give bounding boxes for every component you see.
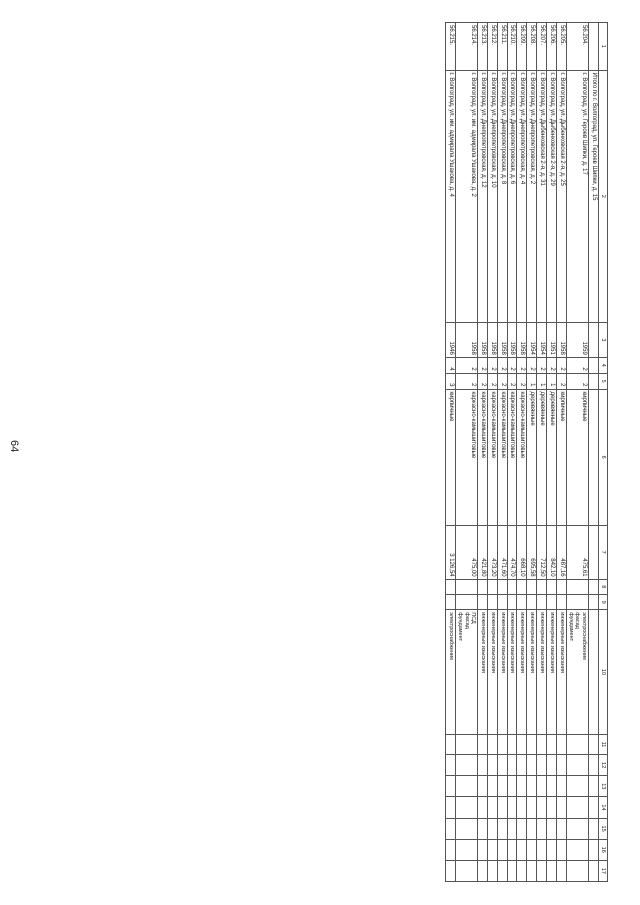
row-empty-cell xyxy=(566,579,588,594)
row-material: деревянные xyxy=(527,389,537,525)
row-empty-cell xyxy=(547,818,557,839)
row-empty-cell xyxy=(446,594,456,609)
row-area: 842,10 xyxy=(547,525,557,579)
row-empty-cell xyxy=(487,594,497,609)
row-empty-cell xyxy=(455,755,477,776)
row-works xyxy=(517,610,527,735)
row-empty-cell xyxy=(547,755,557,776)
row-code xyxy=(588,23,598,71)
row-empty-cell xyxy=(507,860,517,881)
row-address: г. Волгоград, ул. Днепропетровская, д. 10 xyxy=(487,70,497,322)
row-empty-cell xyxy=(556,755,566,776)
row-empty-cell xyxy=(588,755,598,776)
row-empty-cell xyxy=(527,797,537,818)
row-address: г. Волгоград, ул. Днепропетровская, д. 8 xyxy=(497,70,507,322)
row-entrances: 2 xyxy=(517,373,527,389)
row-year: 1958 xyxy=(455,322,477,357)
row-entrances: 2 xyxy=(497,373,507,389)
row-works xyxy=(537,610,547,735)
row-empty-cell xyxy=(517,734,527,754)
row-year: 1946 xyxy=(446,322,456,357)
row-code: 56.209. xyxy=(517,23,527,71)
row-empty-cell xyxy=(497,797,507,818)
row-works xyxy=(566,610,588,735)
row-area: 475,61 xyxy=(566,525,588,579)
column-number-8: 8 xyxy=(598,579,607,594)
table-row xyxy=(556,23,566,882)
row-empty-cell xyxy=(507,818,517,839)
table-row xyxy=(517,23,527,882)
repair-table xyxy=(445,22,608,882)
row-empty-cell xyxy=(547,579,557,594)
row-floors: 4 xyxy=(446,357,456,373)
row-floors: 2 xyxy=(527,357,537,373)
row-entrances: 1 xyxy=(527,373,537,389)
row-address: г. Волгоград, ул. Днепропетровская, д. 12 xyxy=(477,70,487,322)
row-code: 56.208. xyxy=(527,23,537,71)
row-code: 56.215. xyxy=(446,23,456,71)
row-empty-cell xyxy=(537,594,547,609)
table-body xyxy=(446,23,599,882)
row-empty-cell xyxy=(588,839,598,860)
row-material xyxy=(588,389,598,525)
row-empty-cell xyxy=(477,839,487,860)
column-number-13: 13 xyxy=(598,776,607,797)
row-empty-cell xyxy=(556,860,566,881)
row-entrances: 2 xyxy=(556,373,566,389)
row-empty-cell xyxy=(497,776,507,797)
row-empty-cell xyxy=(588,818,598,839)
table-row xyxy=(507,23,517,882)
column-number-16: 16 xyxy=(598,839,607,860)
row-code: 56.210. xyxy=(507,23,517,71)
table-row xyxy=(527,23,537,882)
row-empty-cell xyxy=(566,734,588,754)
row-works xyxy=(477,610,487,735)
row-empty-cell xyxy=(455,579,477,594)
row-empty-cell xyxy=(446,818,456,839)
work-item: инженерные изыскания xyxy=(479,612,486,673)
row-empty-cell xyxy=(517,755,527,776)
row-area xyxy=(588,525,598,579)
row-material: каркасно-камышитовые xyxy=(517,389,527,525)
work-item: ПСД xyxy=(469,612,476,624)
row-material: каркасно-камышитовые xyxy=(497,389,507,525)
row-works xyxy=(547,610,557,735)
column-number-2: 2 xyxy=(598,70,607,322)
row-empty-cell xyxy=(487,734,497,754)
row-empty-cell xyxy=(477,594,487,609)
row-empty-cell xyxy=(455,594,477,609)
row-address: г. Волгоград, ул. им. адмирала Ушакова, д. 4 xyxy=(446,70,456,322)
row-empty-cell xyxy=(527,734,537,754)
row-works xyxy=(507,610,517,735)
row-address: г. Волгоград, ул. им. адмирала Ушакова, д. 2 xyxy=(455,70,477,322)
column-number-5: 5 xyxy=(598,373,607,389)
row-works xyxy=(446,610,456,735)
page-number: 64 xyxy=(8,440,20,453)
row-empty-cell xyxy=(446,776,456,797)
row-empty-cell xyxy=(537,818,547,839)
row-material: каркасно-камышитовые xyxy=(487,389,497,525)
row-empty-cell xyxy=(556,839,566,860)
row-year: 1954 xyxy=(537,322,547,357)
row-code: 56.206. xyxy=(547,23,557,71)
row-empty-cell xyxy=(588,734,598,754)
row-empty-cell xyxy=(566,818,588,839)
row-area: 712,50 xyxy=(537,525,547,579)
row-address: г. Волгоград, ул. Днепропетровская, д. 2 xyxy=(527,70,537,322)
row-empty-cell xyxy=(537,579,547,594)
row-empty-cell xyxy=(527,818,537,839)
row-entrances: 2 xyxy=(507,373,517,389)
row-year: 1951 xyxy=(547,322,557,357)
row-floors: 2 xyxy=(507,357,517,373)
row-works xyxy=(487,610,497,735)
row-address: Итого по г. Волгоград, ул. Героев Шипки, д. 15 xyxy=(588,70,598,322)
work-item: фасад xyxy=(574,612,581,629)
work-item: инженерные изыскания xyxy=(548,612,555,673)
row-area: 487,16 xyxy=(556,525,566,579)
row-code: 56.212. xyxy=(487,23,497,71)
work-item: инженерные изыскания xyxy=(539,612,546,673)
row-floors: 2 xyxy=(455,357,477,373)
row-address: г. Волгоград, ул. Дыбенковская 2-я, д. 29 xyxy=(547,70,557,322)
work-item: электроснабжение xyxy=(447,612,454,661)
row-material: кирпичные xyxy=(566,389,588,525)
row-floors: 2 xyxy=(477,357,487,373)
row-empty-cell xyxy=(497,818,507,839)
row-empty-cell xyxy=(497,734,507,754)
row-empty-cell xyxy=(455,797,477,818)
row-address: г. Волгоград, ул. Героев Шипки, д. 17 xyxy=(566,70,588,322)
row-material: каркасно-камышитовые xyxy=(507,389,517,525)
row-empty-cell xyxy=(487,776,497,797)
row-empty-cell xyxy=(537,734,547,754)
row-empty-cell xyxy=(455,860,477,881)
row-area: 473,20 xyxy=(487,525,497,579)
row-empty-cell xyxy=(455,776,477,797)
row-entrances: 2 xyxy=(455,373,477,389)
row-empty-cell xyxy=(566,776,588,797)
table-row xyxy=(497,23,507,882)
row-empty-cell xyxy=(455,734,477,754)
row-empty-cell xyxy=(517,776,527,797)
work-item: инженерные изыскания xyxy=(499,612,506,673)
row-empty-cell xyxy=(588,594,598,609)
row-empty-cell xyxy=(517,797,527,818)
row-works xyxy=(455,610,477,735)
row-floors: 2 xyxy=(566,357,588,373)
row-empty-cell xyxy=(497,839,507,860)
row-entrances: 1 xyxy=(547,373,557,389)
row-empty-cell xyxy=(588,797,598,818)
work-item: электроснабжение xyxy=(580,612,587,661)
row-empty-cell xyxy=(537,755,547,776)
row-entrances: 2 xyxy=(566,373,588,389)
row-empty-cell xyxy=(487,797,497,818)
column-number-15: 15 xyxy=(598,818,607,839)
row-empty-cell xyxy=(517,818,527,839)
row-empty-cell xyxy=(446,797,456,818)
row-empty-cell xyxy=(537,797,547,818)
column-number-1: 1 xyxy=(598,23,607,71)
column-number-row xyxy=(598,23,607,882)
row-floors: 2 xyxy=(547,357,557,373)
table-row xyxy=(455,23,477,882)
row-material: кирпичные xyxy=(556,389,566,525)
work-item: инженерные изыскания xyxy=(558,612,565,673)
row-code: 56.204. xyxy=(566,23,588,71)
row-empty-cell xyxy=(547,839,557,860)
row-address: г. Волгоград, ул. Дыбенковская 2-я, д. 31 xyxy=(537,70,547,322)
row-empty-cell xyxy=(527,860,537,881)
row-empty-cell xyxy=(547,797,557,818)
row-empty-cell xyxy=(527,839,537,860)
row-address: г. Волгоград, ул. Днепропетровская, д. 4 xyxy=(517,70,527,322)
column-number-11: 11 xyxy=(598,734,607,754)
row-empty-cell xyxy=(527,776,537,797)
table-row xyxy=(588,23,598,882)
column-number-12: 12 xyxy=(598,755,607,776)
rotated-table-container xyxy=(38,22,608,882)
row-area: 475,00 xyxy=(455,525,477,579)
work-item: инженерные изыскания xyxy=(529,612,536,673)
row-empty-cell xyxy=(455,839,477,860)
row-empty-cell xyxy=(497,860,507,881)
row-empty-cell xyxy=(487,579,497,594)
row-empty-cell xyxy=(537,839,547,860)
row-works xyxy=(527,610,537,735)
row-empty-cell xyxy=(566,839,588,860)
row-entrances: 2 xyxy=(487,373,497,389)
row-empty-cell xyxy=(477,776,487,797)
row-empty-cell xyxy=(588,776,598,797)
row-empty-cell xyxy=(566,594,588,609)
table-row xyxy=(446,23,456,882)
row-empty-cell xyxy=(477,755,487,776)
row-floors: 2 xyxy=(537,357,547,373)
work-item: инженерные изыскания xyxy=(489,612,496,673)
row-floors: 2 xyxy=(487,357,497,373)
row-empty-cell xyxy=(588,860,598,881)
row-area: 421,80 xyxy=(477,525,487,579)
row-floors: 2 xyxy=(497,357,507,373)
row-address: г. Волгоград, ул. Днепропетровская, д. 6 xyxy=(507,70,517,322)
row-area: 474,70 xyxy=(507,525,517,579)
row-empty-cell xyxy=(517,860,527,881)
row-empty-cell xyxy=(517,839,527,860)
row-empty-cell xyxy=(517,579,527,594)
row-year: 1958 xyxy=(487,322,497,357)
work-item: инженерные изыскания xyxy=(519,612,526,673)
row-works xyxy=(497,610,507,735)
row-code: 56.213. xyxy=(477,23,487,71)
row-empty-cell xyxy=(588,579,598,594)
row-empty-cell xyxy=(497,755,507,776)
row-year: 1958 xyxy=(507,322,517,357)
row-empty-cell xyxy=(507,579,517,594)
row-empty-cell xyxy=(446,755,456,776)
row-empty-cell xyxy=(556,776,566,797)
row-empty-cell xyxy=(566,755,588,776)
row-entrances xyxy=(588,373,598,389)
column-number-17: 17 xyxy=(598,860,607,881)
row-empty-cell xyxy=(446,860,456,881)
row-code: 56.207. xyxy=(537,23,547,71)
row-empty-cell xyxy=(507,755,517,776)
row-empty-cell xyxy=(566,797,588,818)
row-empty-cell xyxy=(537,860,547,881)
row-empty-cell xyxy=(497,579,507,594)
row-year: 1958 xyxy=(517,322,527,357)
row-empty-cell xyxy=(556,579,566,594)
row-works xyxy=(556,610,566,735)
row-empty-cell xyxy=(566,860,588,881)
row-empty-cell xyxy=(507,797,517,818)
row-empty-cell xyxy=(547,860,557,881)
row-code: 56.205. xyxy=(556,23,566,71)
table-row xyxy=(547,23,557,882)
work-item: фасад xyxy=(463,612,470,629)
row-empty-cell xyxy=(477,734,487,754)
row-works xyxy=(588,610,598,735)
row-floors xyxy=(588,357,598,373)
row-empty-cell xyxy=(507,776,517,797)
row-empty-cell xyxy=(527,755,537,776)
row-year: 1959 xyxy=(566,322,588,357)
row-empty-cell xyxy=(556,594,566,609)
row-material: деревянные xyxy=(547,389,557,525)
table-row xyxy=(537,23,547,882)
column-number-14: 14 xyxy=(598,797,607,818)
row-entrances: 2 xyxy=(477,373,487,389)
column-number-10: 10 xyxy=(598,610,607,735)
row-empty-cell xyxy=(477,579,487,594)
column-number-9: 9 xyxy=(598,594,607,609)
table-row xyxy=(477,23,487,882)
row-year: 1958 xyxy=(477,322,487,357)
row-empty-cell xyxy=(487,755,497,776)
work-item: фундамент xyxy=(568,612,575,642)
row-empty-cell xyxy=(517,594,527,609)
row-empty-cell xyxy=(556,797,566,818)
row-year: 1958 xyxy=(556,322,566,357)
row-empty-cell xyxy=(547,594,557,609)
column-number-3: 3 xyxy=(598,322,607,357)
row-empty-cell xyxy=(477,797,487,818)
row-empty-cell xyxy=(497,594,507,609)
row-floors: 2 xyxy=(517,357,527,373)
row-material: деревянные xyxy=(537,389,547,525)
row-entrances: 1 xyxy=(537,373,547,389)
row-address: г. Волгоград, ул. Дыбенковская 2-я, д. 25 xyxy=(556,70,566,322)
row-empty-cell xyxy=(477,818,487,839)
row-empty-cell xyxy=(455,818,477,839)
row-empty-cell xyxy=(556,734,566,754)
row-material: каркасно-камышитовые xyxy=(477,389,487,525)
row-empty-cell xyxy=(527,594,537,609)
column-number-6: 6 xyxy=(598,389,607,525)
row-area: 668,10 xyxy=(517,525,527,579)
work-item: фундамент xyxy=(457,612,464,642)
row-material: каркасно-камышитовые xyxy=(455,389,477,525)
column-number-4: 4 xyxy=(598,357,607,373)
row-empty-cell xyxy=(556,818,566,839)
row-area: 3 126,54 xyxy=(446,525,456,579)
row-empty-cell xyxy=(507,734,517,754)
work-item: инженерные изыскания xyxy=(509,612,516,673)
row-code: 56.211. xyxy=(497,23,507,71)
row-empty-cell xyxy=(527,579,537,594)
table-row xyxy=(487,23,497,882)
row-entrances: 3 xyxy=(446,373,456,389)
row-empty-cell xyxy=(487,818,497,839)
row-empty-cell xyxy=(477,860,487,881)
row-empty-cell xyxy=(547,734,557,754)
row-empty-cell xyxy=(446,839,456,860)
row-area: 471,60 xyxy=(497,525,507,579)
row-year xyxy=(588,322,598,357)
row-empty-cell xyxy=(446,734,456,754)
row-year: 1954 xyxy=(527,322,537,357)
row-empty-cell xyxy=(487,839,497,860)
row-area: 695,58 xyxy=(527,525,537,579)
row-empty-cell xyxy=(487,860,497,881)
row-empty-cell xyxy=(537,776,547,797)
row-empty-cell xyxy=(446,579,456,594)
row-year: 1958 xyxy=(497,322,507,357)
table-row xyxy=(566,23,588,882)
row-empty-cell xyxy=(547,776,557,797)
row-floors: 2 xyxy=(556,357,566,373)
row-empty-cell xyxy=(507,839,517,860)
row-material: кирпичные xyxy=(446,389,456,525)
column-number-7: 7 xyxy=(598,525,607,579)
row-empty-cell xyxy=(507,594,517,609)
row-code: 56.214. xyxy=(455,23,477,71)
